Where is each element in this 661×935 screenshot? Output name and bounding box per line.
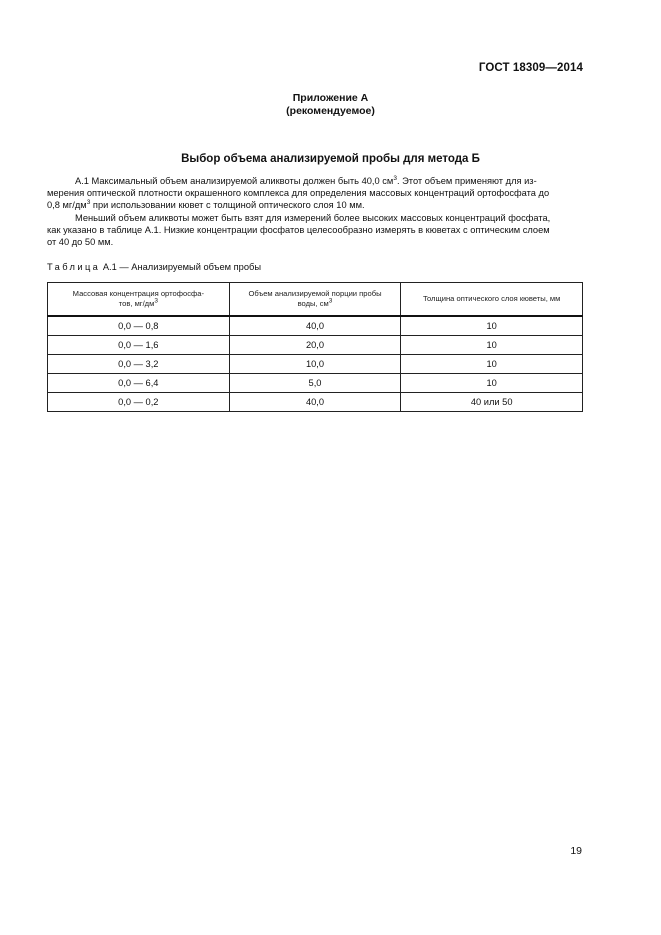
paragraph-line: мерения оптической плотности окрашенного комплекса для определения массовых концентраций ортофосфата до bbox=[47, 188, 550, 199]
table-caption bbox=[47, 262, 261, 272]
page-number: 19 bbox=[570, 845, 582, 857]
cell-concentration: 0,0 — 3,2 bbox=[48, 355, 230, 374]
paragraph-a1 bbox=[47, 175, 583, 212]
table-row bbox=[48, 316, 583, 336]
cell-concentration: 0,0 — 0,2 bbox=[48, 393, 230, 412]
cell-volume: 10,0 bbox=[229, 355, 401, 374]
table-row bbox=[48, 393, 583, 412]
cell-concentration: 0,0 — 0,8 bbox=[48, 316, 230, 336]
table-header-row bbox=[48, 283, 583, 317]
cell-thickness: 40 или 50 bbox=[401, 393, 583, 412]
superscript: 3 bbox=[86, 199, 91, 207]
header-concentration: Массовая концентрация ортофосфа- тов, $мг/дм^3$ bbox=[48, 283, 230, 317]
cell-volume: 40,0 bbox=[229, 393, 401, 412]
table-row bbox=[48, 336, 583, 355]
cell-thickness: 10 bbox=[401, 316, 583, 336]
standard-code: ГОСТ 18309—2014 bbox=[478, 62, 583, 74]
table-row bbox=[48, 374, 583, 393]
paragraph-smaller-volume bbox=[47, 212, 583, 249]
header-volume: Объем анализируемой порции пробы воды, $см^3$ bbox=[229, 283, 401, 317]
cell-volume: 5,0 bbox=[229, 374, 401, 393]
cell-thickness: 10 bbox=[401, 336, 583, 355]
cell-thickness: 10 bbox=[401, 355, 583, 374]
table-caption-label: Таблица bbox=[47, 262, 101, 272]
paragraph-line: Меньший объем аликвоты может быть взят для измерений более высоких массовых концентраций фосфата, bbox=[75, 212, 551, 223]
sample-volume-table bbox=[47, 282, 583, 412]
cell-concentration: 0,0 — 1,6 bbox=[48, 336, 230, 355]
paragraph-line: 0,8 $мг/дм^3$ при использовании кювет с толщиной оптического слоя 10 мм. bbox=[47, 199, 365, 211]
superscript: 3 bbox=[393, 174, 397, 182]
table-row bbox=[48, 355, 583, 374]
table-caption-text: А.1 — Анализируемый объем пробы bbox=[100, 262, 261, 272]
body-text bbox=[47, 175, 583, 248]
cell-concentration: 0,0 — 6,4 bbox=[48, 374, 230, 393]
section-title: Выбор объема анализируемой пробы для метода Б bbox=[181, 153, 480, 165]
appendix-title: Приложение А bbox=[292, 92, 369, 104]
cell-thickness: 10 bbox=[401, 374, 583, 393]
appendix-heading bbox=[0, 92, 661, 118]
cell-volume: 40,0 bbox=[229, 316, 401, 336]
appendix-status: (рекомендуемое) bbox=[286, 105, 375, 117]
paragraph-line: как указано в таблице А.1. Низкие концентрации фосфатов целесообразно измерять в кюветах с оптическим слоем bbox=[47, 224, 550, 235]
paragraph-line: от 40 до 50 мм. bbox=[47, 237, 114, 248]
paragraph-line: А.1 Максимальный объем анализируемой аликвоты должен быть 40,0 $см^3$. Этот объем применяют для из- bbox=[75, 174, 537, 186]
cell-volume: 20,0 bbox=[229, 336, 401, 355]
header-thickness: Толщина оптического слоя кюветы, мм bbox=[401, 283, 583, 317]
